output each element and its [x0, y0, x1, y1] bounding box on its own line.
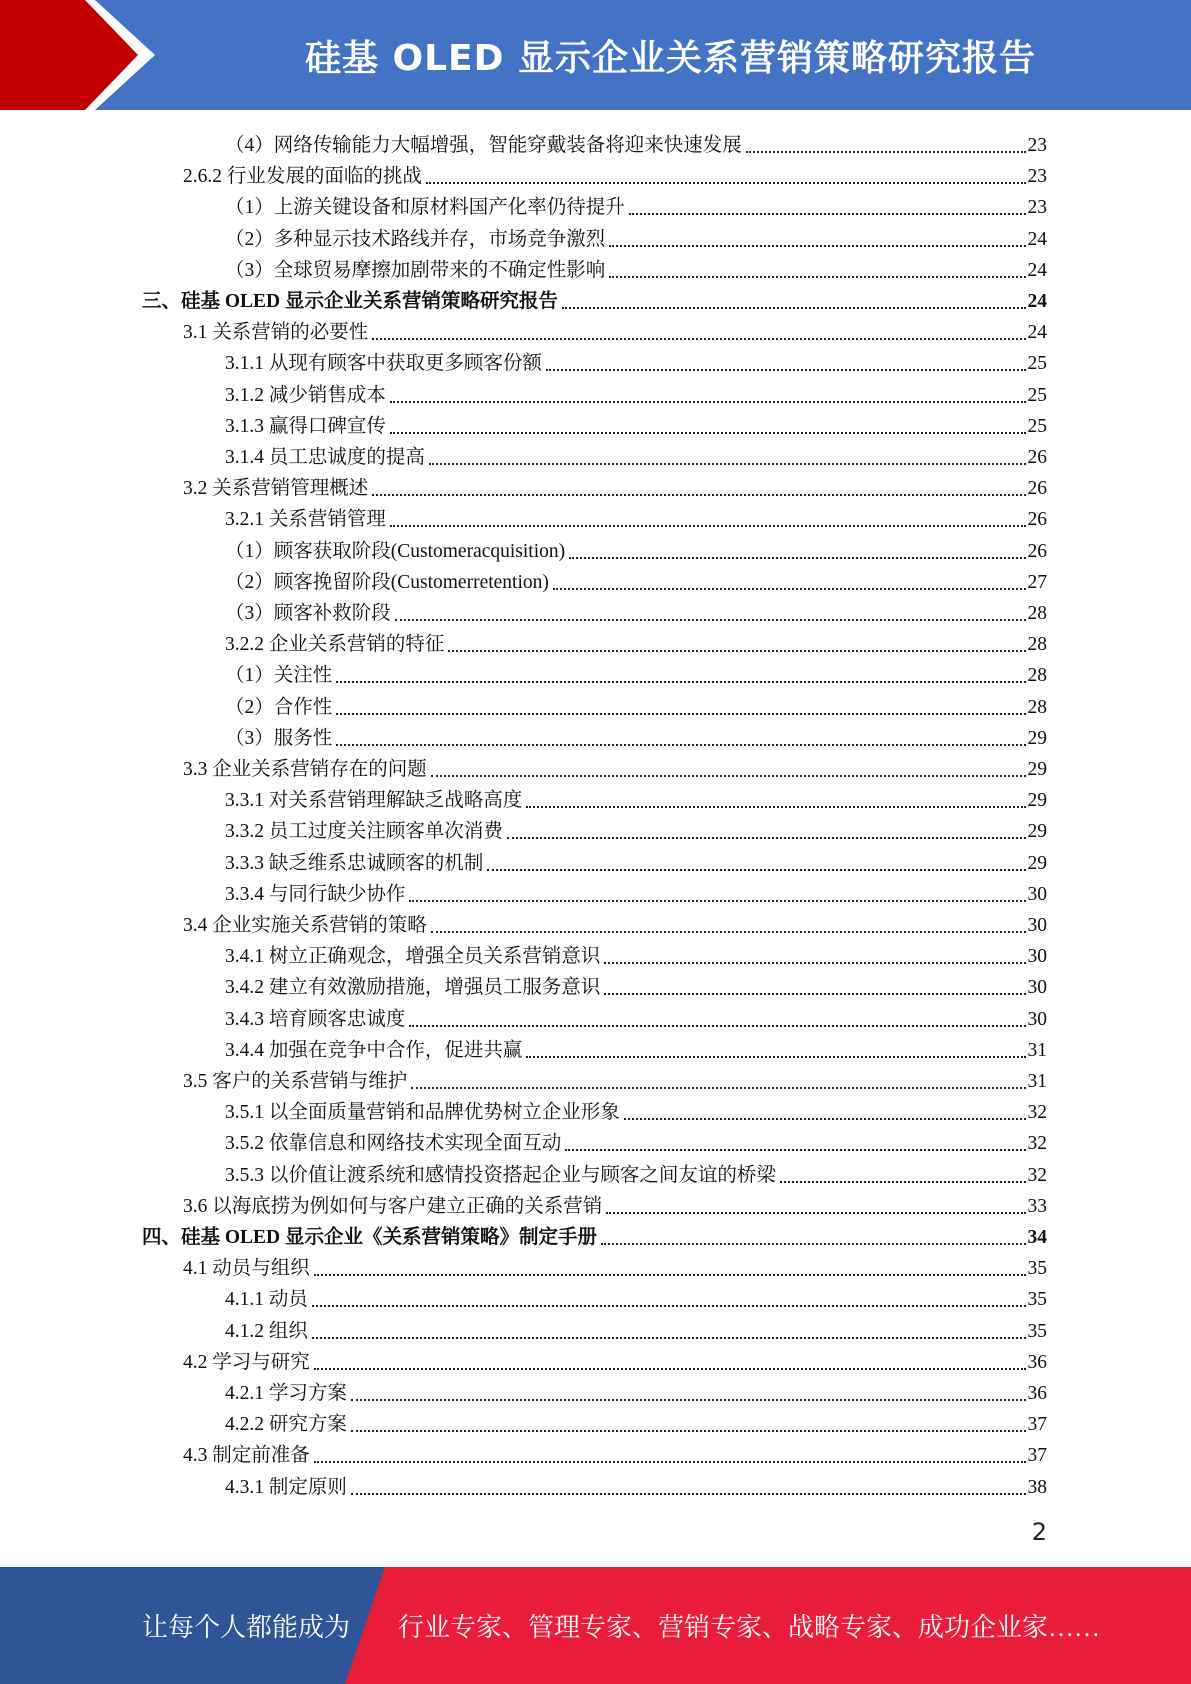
- toc-dot-leader: [336, 744, 1025, 746]
- toc-entry[interactable]: [183, 314, 1047, 345]
- toc-entry-page: 29: [1027, 852, 1047, 874]
- toc-entry[interactable]: [183, 470, 1047, 501]
- toc-dot-leader: [604, 962, 1025, 964]
- toc-entry[interactable]: [225, 595, 1047, 626]
- toc-entry-page: 38: [1027, 1476, 1047, 1498]
- toc-entry[interactable]: [225, 345, 1047, 376]
- toc-entry-page: 24: [1027, 228, 1047, 250]
- page-footer: [0, 1567, 1191, 1684]
- toc-entry-label: 3.1.4 员工忠诚度的提高: [225, 447, 425, 468]
- toc-dot-leader: [336, 681, 1025, 683]
- toc-entry[interactable]: [225, 1001, 1047, 1032]
- toc-entry-page: 37: [1027, 1414, 1047, 1436]
- toc-entry[interactable]: [225, 501, 1047, 532]
- toc-entry[interactable]: [225, 782, 1047, 813]
- toc-dot-leader: [409, 900, 1025, 902]
- toc-entry-label: （2）多种显示技术路线并存，市场竞争激烈: [225, 228, 606, 250]
- toc-dot-leader: [629, 213, 1026, 215]
- toc-dot-leader: [569, 557, 1025, 559]
- toc-entry-label: 3.1.2 减少销售成本: [225, 384, 386, 406]
- toc-entry-label: 3.1.1 从现有顾客中获取更多顾客份额: [225, 353, 542, 375]
- toc-entry-page: 35: [1027, 1258, 1047, 1280]
- toc-entry-page: 29: [1027, 727, 1047, 749]
- toc-dot-leader: [562, 307, 1025, 309]
- toc-entry-label: 4.2.1 学习方案: [225, 1383, 347, 1404]
- toc-entry[interactable]: [225, 845, 1047, 876]
- toc-dot-leader: [604, 993, 1025, 995]
- toc-entry[interactable]: [183, 1250, 1047, 1281]
- toc-entry[interactable]: [225, 1406, 1047, 1437]
- toc-dot-leader: [609, 245, 1025, 247]
- toc-entry-page: 36: [1027, 1383, 1047, 1404]
- toc-entry-label: （2）顾客挽留阶段(Customerretention): [225, 571, 549, 593]
- toc-entry-label: 4.3.1 制定原则: [225, 1476, 347, 1498]
- toc-dot-leader: [609, 276, 1025, 278]
- toc-entry[interactable]: [225, 657, 1047, 688]
- toc-dot-leader: [314, 1368, 1026, 1370]
- toc-entry-page: 24: [1027, 322, 1047, 344]
- toc-dot-leader: [429, 463, 1026, 465]
- toc-entry-label: 3.4.3 培育顾客忠诚度: [225, 1008, 406, 1030]
- toc-dot-leader: [411, 1087, 1025, 1089]
- toc-entry-label: 3.4.1 树立正确观念，增强全员关系营销意识: [225, 946, 601, 968]
- header-arrow-graphic: [0, 0, 160, 110]
- toc-entry-page: 30: [1027, 977, 1047, 999]
- toc-entry[interactable]: [225, 969, 1047, 1000]
- page-header: [0, 0, 1191, 110]
- toc-entry[interactable]: [225, 127, 1047, 158]
- toc-entry-label: 3.1.3 赢得口碑宣传: [225, 415, 386, 437]
- toc-entry[interactable]: [183, 1344, 1047, 1375]
- toc-entry-page: 32: [1027, 1102, 1047, 1124]
- toc-dot-leader: [390, 525, 1026, 527]
- toc-entry-label: 四、硅基 OLED 显示企业《关系营销策略》制定手册: [142, 1227, 598, 1248]
- toc-entry-label: 三、硅基 OLED 显示企业关系营销策略研究报告: [142, 291, 559, 312]
- toc-dot-leader: [372, 338, 1025, 340]
- toc-entry[interactable]: [225, 1313, 1047, 1344]
- toc-dot-leader: [780, 1181, 1026, 1183]
- toc-entry-page: 35: [1027, 1320, 1047, 1342]
- toc-dot-leader: [314, 1274, 1026, 1276]
- toc-entry[interactable]: [142, 283, 1047, 314]
- toc-entry-label: 3.3.3 缺乏维系忠诚顾客的机制: [225, 852, 484, 874]
- toc-dot-leader: [565, 1149, 1025, 1151]
- toc-entry-page: 25: [1027, 415, 1047, 437]
- toc-dot-leader: [746, 151, 1026, 153]
- toc-entry[interactable]: [225, 876, 1047, 907]
- toc-entry-label: 3.3 企业关系营销存在的问题: [183, 759, 427, 780]
- report-title: 硅基 OLED 显示企业关系营销策略研究报告: [304, 37, 1037, 79]
- toc-entry-page: 25: [1027, 353, 1047, 375]
- toc-entry[interactable]: [225, 1469, 1047, 1500]
- toc-entry-page: 23: [1027, 197, 1047, 219]
- toc-entry-page: 34: [1027, 1227, 1047, 1248]
- toc-entry-label: （3）顾客补救阶段: [225, 603, 391, 624]
- page-number: 2: [1031, 1518, 1047, 1546]
- toc-entry-label: （2）合作性: [225, 696, 333, 718]
- toc-entry[interactable]: [225, 813, 1047, 844]
- toc-entry-label: 3.5.3 以价值让渡系统和感情投资搭起企业与顾客之间友谊的桥梁: [225, 1164, 776, 1186]
- toc-dot-leader: [526, 806, 1025, 808]
- toc-dot-leader: [426, 182, 1026, 184]
- toc-entry-label: （4）网络传输能力大幅增强，智能穿戴装备将迎来快速发展: [225, 135, 742, 156]
- toc-entry-label: （1）上游关键设备和原材料国产化率仍待提升: [225, 197, 625, 219]
- toc-entry-label: 3.4 企业实施关系营销的策略: [183, 915, 427, 936]
- toc-dot-leader: [351, 1430, 1026, 1432]
- toc-dot-leader: [553, 588, 1026, 590]
- toc-dot-leader: [336, 713, 1025, 715]
- toc-entry-page: 35: [1027, 1289, 1047, 1311]
- toc-dot-leader: [390, 432, 1026, 434]
- toc-entry-page: 33: [1027, 1195, 1047, 1217]
- toc-dot-leader: [624, 1118, 1026, 1120]
- toc-dot-leader: [314, 1461, 1026, 1463]
- toc-entry-page: 24: [1027, 259, 1047, 281]
- toc-dot-leader: [372, 494, 1025, 496]
- toc-dot-leader: [546, 369, 1026, 371]
- toc-entry-label: （1）关注性: [225, 665, 333, 687]
- toc-dot-leader: [431, 775, 1026, 777]
- toc-entry[interactable]: [225, 439, 1047, 470]
- toc-dot-leader: [601, 1243, 1025, 1245]
- toc-entry-page: 32: [1027, 1164, 1047, 1186]
- toc-dot-leader: [351, 1493, 1026, 1495]
- toc-entry-label: 4.1.2 组织: [225, 1320, 308, 1342]
- toc-entry[interactable]: [225, 221, 1047, 252]
- toc-entry-page: 30: [1027, 883, 1047, 905]
- toc-entry-page: 26: [1027, 540, 1047, 562]
- toc-entry-page: 31: [1027, 1071, 1047, 1092]
- toc-dot-leader: [448, 650, 1025, 652]
- toc-entry-page: 29: [1027, 790, 1047, 812]
- toc-entry-page: 26: [1027, 478, 1047, 500]
- toc-entry-page: 30: [1027, 946, 1047, 968]
- toc-entry-page: 29: [1027, 821, 1047, 843]
- toc-entry-label: 4.2 学习与研究: [183, 1351, 310, 1373]
- toc-entry-label: 3.2.1 关系营销管理: [225, 509, 386, 531]
- toc-entry-page: 28: [1027, 603, 1047, 624]
- toc-entry[interactable]: [183, 1063, 1047, 1094]
- footer-slogan-left: 让每个人都能成为: [142, 1613, 351, 1642]
- toc-entry[interactable]: [225, 1094, 1047, 1125]
- toc-entry-page: 31: [1027, 1039, 1047, 1061]
- toc-entry[interactable]: [225, 1125, 1047, 1156]
- toc-entry-label: 3.1 关系营销的必要性: [183, 322, 369, 344]
- toc-entry[interactable]: [225, 533, 1047, 564]
- toc-entry-page: 28: [1027, 696, 1047, 718]
- toc-dot-leader: [431, 931, 1026, 933]
- toc-entry[interactable]: [183, 907, 1047, 938]
- toc-entry-label: 3.3.1 对关系营销理解缺乏战略高度: [225, 790, 523, 812]
- header-arrow-red: [0, 0, 138, 110]
- toc-dot-leader: [390, 401, 1026, 403]
- toc-dot-leader: [526, 1056, 1025, 1058]
- toc-entry[interactable]: [183, 1188, 1047, 1219]
- toc-entry-page: 36: [1027, 1351, 1047, 1373]
- toc-entry-label: 4.1.1 动员: [225, 1289, 308, 1311]
- toc-entry[interactable]: [225, 408, 1047, 439]
- toc-entry-label: 3.2.2 企业关系营销的特征: [225, 634, 445, 656]
- toc-entry[interactable]: [225, 689, 1047, 720]
- toc-dot-leader: [312, 1337, 1026, 1339]
- toc-entry[interactable]: [225, 720, 1047, 751]
- toc-dot-leader: [395, 619, 1026, 621]
- toc-entry[interactable]: [183, 158, 1047, 189]
- footer-slogan-right: 行业专家、管理专家、营销专家、战略专家、成功企业家……: [398, 1613, 1101, 1642]
- toc-entry-page: 37: [1027, 1445, 1047, 1467]
- toc-dot-leader: [487, 869, 1025, 871]
- toc-entry-label: 2.6.2 行业发展的面临的挑战: [183, 166, 422, 188]
- toc-entry-label: （3）全球贸易摩擦加剧带来的不确定性影响: [225, 259, 606, 281]
- toc-entry-page: 27: [1027, 571, 1047, 593]
- toc-entry-label: 4.3 制定前准备: [183, 1445, 310, 1467]
- toc-dot-leader: [606, 1212, 1025, 1214]
- toc-entry[interactable]: [225, 1375, 1047, 1406]
- toc-entry-label: 3.4.4 加强在竞争中合作，促进共赢: [225, 1039, 523, 1061]
- toc-entry-page: 26: [1027, 447, 1047, 468]
- toc-entry-page: 29: [1027, 759, 1047, 780]
- toc-entry-label: 3.2 关系营销管理概述: [183, 478, 369, 500]
- toc-entry[interactable]: [225, 252, 1047, 283]
- toc-entry[interactable]: [225, 1032, 1047, 1063]
- toc-entry-label: （3）服务性: [225, 727, 333, 749]
- toc-dot-leader: [409, 1025, 1025, 1027]
- toc-entry-page: 28: [1027, 665, 1047, 687]
- toc-entry-label: 3.5.1 以全面质量营销和品牌优势树立企业形象: [225, 1102, 620, 1124]
- toc-dot-leader: [507, 837, 1026, 839]
- toc-entry-page: 28: [1027, 634, 1047, 656]
- toc-entry[interactable]: [225, 1157, 1047, 1188]
- toc-entry-page: 23: [1027, 166, 1047, 188]
- toc-entry[interactable]: [225, 377, 1047, 408]
- toc-entry-label: 3.5 客户的关系营销与维护: [183, 1071, 408, 1092]
- toc-entry-page: 25: [1027, 384, 1047, 406]
- toc-entry[interactable]: [225, 1281, 1047, 1312]
- toc-entry[interactable]: [225, 626, 1047, 657]
- toc-entry-label: 3.5.2 依靠信息和网络技术实现全面互动: [225, 1133, 562, 1155]
- toc-dot-leader: [351, 1399, 1026, 1401]
- toc-entry-page: 30: [1027, 915, 1047, 936]
- toc-entry-page: 32: [1027, 1133, 1047, 1155]
- toc-entry[interactable]: [183, 1437, 1047, 1468]
- toc-entry-page: 26: [1027, 509, 1047, 531]
- toc-entry[interactable]: [225, 189, 1047, 220]
- toc-entry-label: 4.2.2 研究方案: [225, 1414, 347, 1436]
- toc-entry-page: 30: [1027, 1008, 1047, 1030]
- toc-entry-label: 3.3.4 与同行缺少协作: [225, 883, 406, 905]
- toc-entry[interactable]: [225, 564, 1047, 595]
- toc-entry[interactable]: [142, 1219, 1047, 1250]
- toc-dot-leader: [312, 1305, 1026, 1307]
- toc-entry-label: 3.6 以海底捞为例如何与客户建立正确的关系营销: [183, 1195, 603, 1217]
- toc-entry[interactable]: [225, 938, 1047, 969]
- toc-entry-page: 23: [1027, 135, 1047, 156]
- toc-entry-page: 24: [1027, 291, 1047, 312]
- toc-entry[interactable]: [183, 751, 1047, 782]
- toc-entry-label: 3.3.2 员工过度关注顾客单次消费: [225, 821, 503, 843]
- toc-entry-label: 4.1 动员与组织: [183, 1258, 310, 1280]
- toc-entry-label: 3.4.2 建立有效激励措施，增强员工服务意识: [225, 977, 601, 999]
- toc-entry-label: （1）顾客获取阶段(Customeracquisition): [225, 540, 566, 562]
